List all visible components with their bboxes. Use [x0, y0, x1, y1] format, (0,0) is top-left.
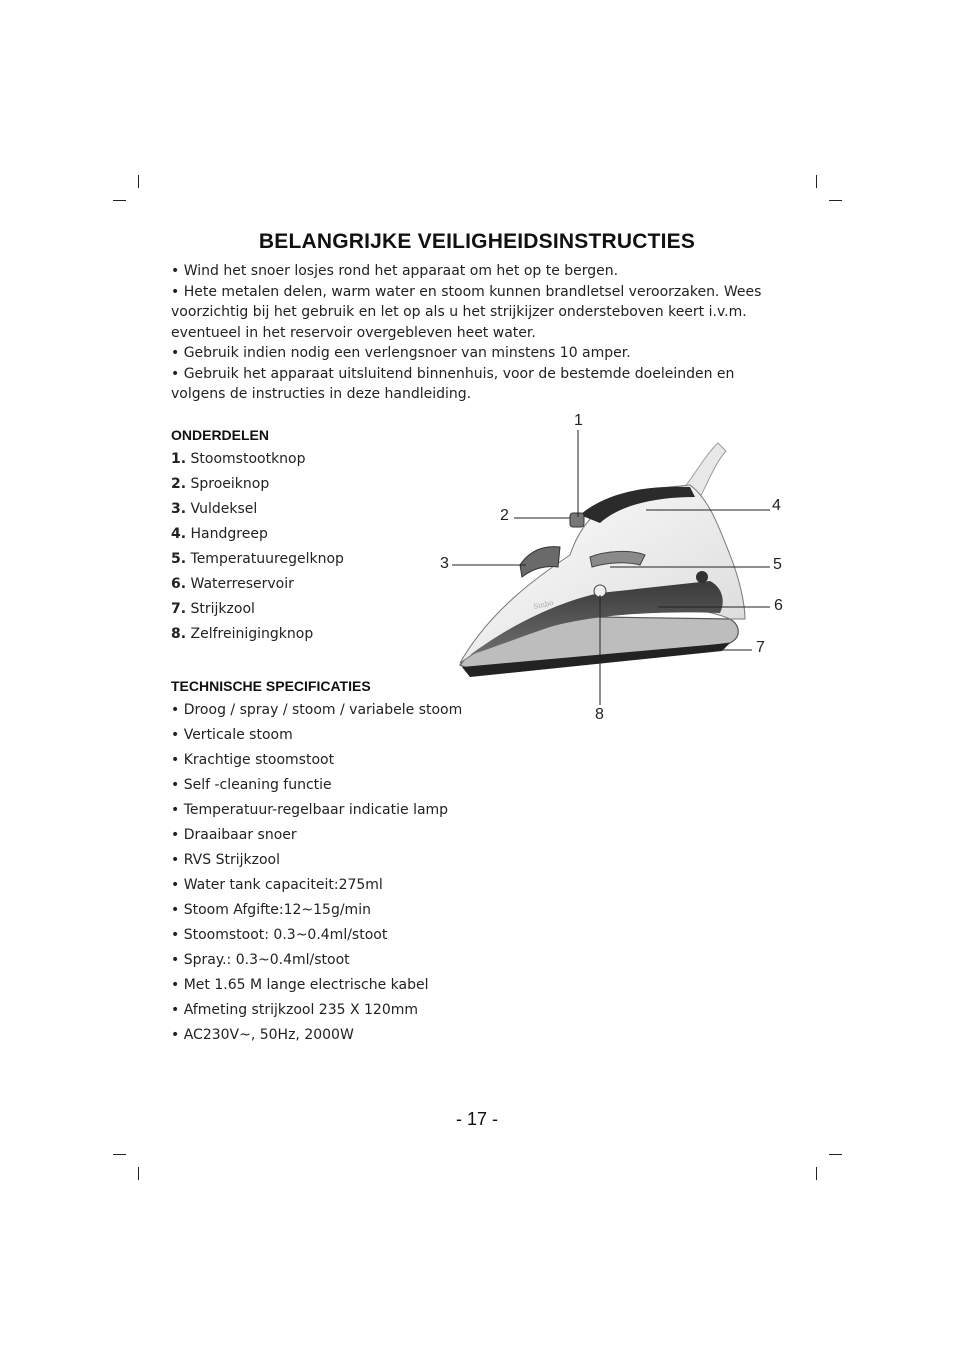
- list-item: [171, 522, 344, 547]
- part-number: 5.: [171, 551, 187, 567]
- list-item: • Temperatuur-regelbaar indicatie lamp: [171, 802, 449, 818]
- list-item: • Met 1.65 M lange electrische kabel: [171, 977, 429, 993]
- list-item: • Krachtige stoomstoot: [171, 752, 335, 768]
- parts-heading: ONDERDELEN: [171, 427, 270, 443]
- part-label: Zelfreinigingknop: [190, 626, 314, 642]
- callout-6: 6: [774, 597, 783, 614]
- part-number: 2.: [171, 476, 187, 492]
- instruction-paragraph: • Hete metalen delen, warm water en stoom kunnen brandletsel veroorzaken. Wees voorzichtig bij het gebruik en let op als u het strijkijzer ondersteboven keert i.v.m. eventueel in het reservoir overgebleven heet water.: [171, 283, 762, 341]
- callout-3: 3: [440, 555, 449, 572]
- instruction-paragraph: • Gebruik indien nodig een verlengsnoer van minstens 10 amper.: [171, 345, 631, 361]
- list-item: [171, 547, 344, 572]
- crop-mark: [113, 1154, 126, 1155]
- list-item: • AC230V~, 50Hz, 2000W: [171, 1027, 354, 1043]
- part-label: Handgreep: [190, 526, 268, 542]
- page-title: BELANGRIJKE VEILIGHEIDSINSTRUCTIES: [258, 230, 696, 253]
- list-item: • Droog / spray / stoom / variabele stoom: [171, 702, 463, 718]
- list-item: • Afmeting strijkzool 235 X 120mm: [171, 1002, 419, 1018]
- iron-illustration: [430, 405, 790, 725]
- list-item: [171, 572, 344, 597]
- specs-list: [171, 698, 462, 1048]
- part-label: Strijkzool: [190, 601, 255, 617]
- part-number: 8.: [171, 626, 187, 642]
- crop-mark: [829, 1154, 842, 1155]
- specs-heading: TECHNISCHE SPECIFICATIES: [171, 678, 371, 694]
- part-label: Sproeiknop: [190, 476, 270, 492]
- callout-1: 1: [574, 412, 583, 429]
- list-item: [171, 472, 344, 497]
- crop-mark: [113, 200, 126, 201]
- crop-mark: [816, 175, 817, 188]
- rear-dial: [696, 571, 708, 583]
- part-number: 4.: [171, 526, 187, 542]
- list-item: • Stoomstoot: 0.3~0.4ml/stoot: [171, 927, 388, 943]
- page-number: - 17 -: [455, 1109, 498, 1129]
- list-item: • Self -cleaning functie: [171, 777, 332, 793]
- part-number: 6.: [171, 576, 187, 592]
- list-item: [171, 447, 344, 472]
- part-label: Vuldeksel: [190, 501, 258, 517]
- part-label: Stoomstootknop: [190, 451, 306, 467]
- list-item: [171, 497, 344, 522]
- crop-mark: [829, 200, 842, 201]
- callout-8: 8: [595, 706, 604, 723]
- callout-7: 7: [756, 639, 765, 656]
- callout-5: 5: [773, 556, 782, 573]
- safety-instructions: [171, 261, 791, 405]
- list-item: • Draaibaar snoer: [171, 827, 297, 843]
- iron-diagram: [430, 405, 790, 725]
- callout-4: 4: [772, 497, 781, 514]
- part-number: 7.: [171, 601, 187, 617]
- parts-list: [171, 447, 344, 647]
- list-item: [171, 597, 344, 622]
- list-item: • Verticale stoom: [171, 727, 293, 743]
- part-number: 3.: [171, 501, 187, 517]
- steam-burst-button: [570, 513, 584, 527]
- part-label: Temperatuuregelknop: [190, 551, 344, 567]
- list-item: • Spray.: 0.3~0.4ml/stoot: [171, 952, 350, 968]
- part-number: 1.: [171, 451, 187, 467]
- instruction-paragraph: • Wind het snoer losjes rond het apparaat om het op te bergen.: [171, 263, 619, 279]
- list-item: • Stoom Afgifte:12~15g/min: [171, 902, 371, 918]
- crop-mark: [138, 175, 139, 188]
- list-item: [171, 622, 344, 647]
- instruction-paragraph: • Gebruik het apparaat uitsluitend binnenhuis, voor de bestemde doeleinden en volgens de instructies in deze handleiding.: [171, 365, 735, 402]
- list-item: • RVS Strijkzool: [171, 852, 280, 868]
- brand-mark: Sinbo: [532, 598, 555, 611]
- part-label: Waterreservoir: [190, 576, 294, 592]
- crop-mark: [816, 1167, 817, 1180]
- callout-2: 2: [500, 507, 509, 524]
- crop-mark: [138, 1167, 139, 1180]
- list-item: • Water tank capaciteit:275ml: [171, 877, 383, 893]
